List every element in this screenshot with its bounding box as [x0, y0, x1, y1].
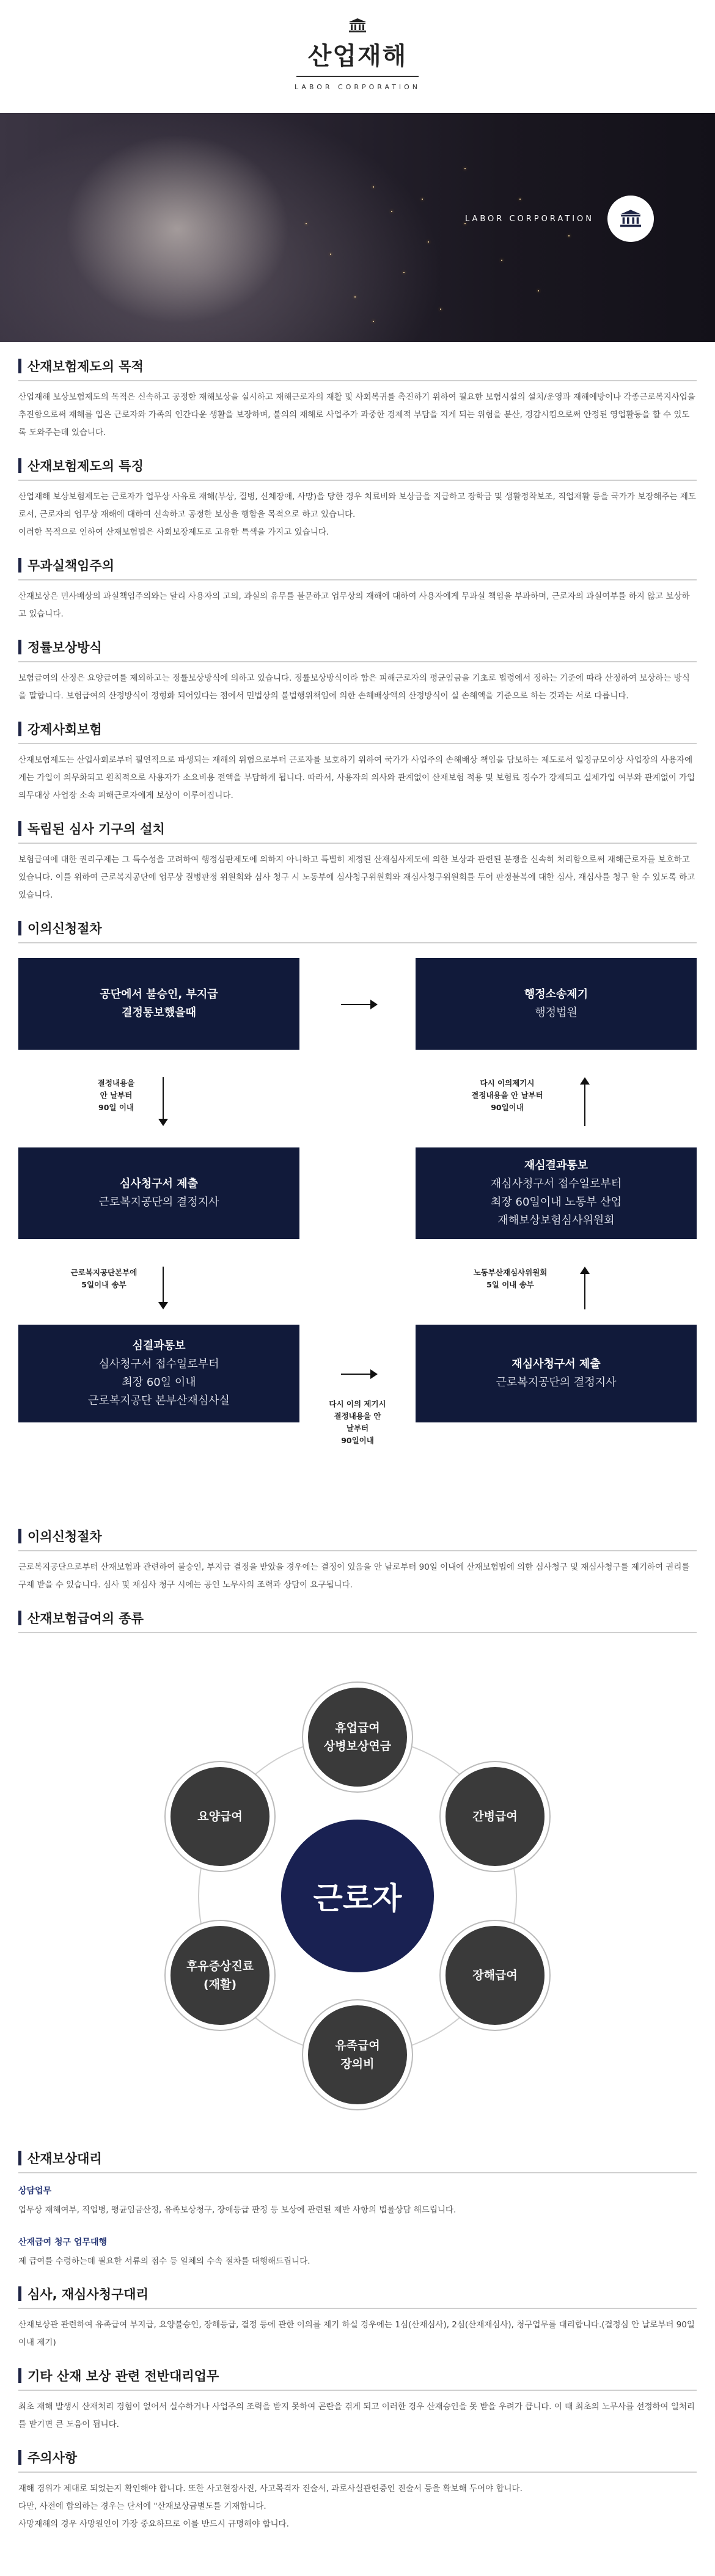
page-title: 산업재해 [307, 42, 408, 70]
section-title: 심사, 재심사청구대리 [28, 2287, 148, 2302]
flow-box-line: 행정법원 [535, 1006, 578, 1019]
arrow-down-icon [158, 1302, 168, 1309]
section-title: 이의신청절차 [28, 1529, 102, 1544]
section-heading [18, 720, 697, 744]
subsection-body: 제 급여를 수령하는데 필요한 서류의 접수 등 일체의 수속 절차를 대행해드립니다. [18, 2256, 310, 2266]
flow-label-a-c: 결정내용을 안 날부터 90일 이내 [97, 1078, 135, 1112]
flow-box-line: 심사청구서 접수일로부터 [98, 1358, 219, 1370]
heading-bar [18, 2151, 21, 2165]
flow-box-rereview-result [416, 1147, 697, 1239]
flow-box-line: 심사청구서 제출 [120, 1177, 198, 1190]
flow-box-line: 행정소송제기 [524, 988, 588, 1001]
section-title: 산재보험제도의 목적 [28, 359, 144, 374]
section-body: 산재보상관 관련하여 유족급여 부지급, 요양불승인, 장해등급, 결정 등에 관한 이의를 제기 하실 경우에는 1심(산재심사), 2심(산재재심사), 청구업무를 대리합니다.(결정심 안 날로부터 90일 이내 제기) [18, 2320, 695, 2347]
flow-label-e-f: 다시 이의 제기시 결정내용을 안 날부터 90일이내 [329, 1399, 386, 1445]
section-body: 보험급여에 대한 권리구제는 그 특수성을 고려하여 행정심판제도에 의하지 아니하고 특별히 제정된 산재심사제도에 의한 보상과 관련된 분쟁을 신속히 처리함으로써 재해근로자를 보호하고 있습니다. 이를 위하여 근로복지공단에 업무상 질병판정 위원회와 심사 청구 시 노동부에 심사청구위원회와 재심사청구위원회를 두어 판정불복에 대한 심사, 재심사를 청구 할 수 있도록 하고 있습니다. [18, 855, 695, 900]
section-appeal [18, 2285, 697, 2352]
arrow-f-d-line [584, 1273, 585, 1309]
arrow-d-b-line [584, 1083, 585, 1126]
section-other [18, 2366, 697, 2434]
benefit-diagram [18, 1645, 697, 2134]
flow-box-line: 결정통보했을때 [122, 1006, 196, 1019]
flow-box-review-request [18, 1147, 299, 1239]
section-title: 산재보험급여의 종류 [28, 1611, 144, 1626]
section-body: 이러한 목적으로 인하여 산재보험법은 사회보장제도로 고유한 특색을 가지고 있습니다. [18, 527, 329, 537]
benefit-node-disability: 장해급여 [441, 1921, 549, 2030]
arrow-e-f-line [341, 1374, 372, 1375]
flow-box-line: 근로복지공단 본부산재심사실 [88, 1394, 230, 1407]
section-title: 강제사회보험 [28, 722, 102, 737]
section-agency [18, 2149, 697, 2270]
heading-bar [18, 359, 21, 373]
heading-bar [18, 821, 21, 836]
section-review [18, 819, 697, 904]
flow-box-line: 최장 60일이내 노동부 산업 [491, 1196, 622, 1209]
flow-label-d-b: 다시 이의제기시 결정내용을 안 날부터 90일이내 [471, 1078, 543, 1112]
section-body: 근로복지공단으로부터 산재보험과 관련하여 불승인, 부지급 결정을 받았을 경우에는 결정이 있음을 안 날로부터 90일 이내에 산재보험법에 의한 심사청구 및 재심사청구를 제기하여 권리를 구제 받을 수 있습니다. 심사 및 재심사 청구 시에는 공인 노무사의 조력과 상담이 요구됩니다. [18, 1562, 690, 1590]
section-heading [18, 357, 697, 381]
main-content [0, 357, 715, 2533]
benefit-node-nursing: 간병급여 [441, 1762, 549, 1871]
section-heading [18, 1527, 697, 1551]
objection-flowchart [18, 958, 697, 1517]
section-fixed-rate [18, 638, 697, 705]
section-heading [18, 2366, 697, 2391]
section-no-fault [18, 556, 697, 623]
arrow-up-icon [580, 1267, 590, 1274]
flow-box-rejection [18, 958, 299, 1050]
heading-bar [18, 921, 21, 935]
section-features [18, 456, 697, 541]
flow-box-line: 근로복지공단의 결정지사 [496, 1376, 617, 1389]
section-title: 정률보상방식 [28, 640, 102, 655]
heading-bar [18, 2286, 21, 2301]
section-purpose [18, 357, 697, 442]
section-objection-flow [18, 919, 697, 1517]
heading-bar [18, 1611, 21, 1625]
flow-box-line: 재해보상보험심사위원회 [497, 1214, 615, 1227]
heading-bar [18, 558, 21, 573]
section-notes [18, 2448, 697, 2533]
flow-label-c-e: 근로복지공단본부에 5일이내 송부 [70, 1268, 138, 1289]
section-title: 산재보상대리 [28, 2151, 102, 2166]
page-subtitle: LABOR CORPORATION [294, 83, 421, 91]
flow-box-lawsuit [416, 958, 697, 1050]
section-body: 산업재해 보상보험제도는 근로자가 업무상 사유로 재해(부상, 질병, 신체장애, 사망)을 당한 경우 치료비와 보상금을 지급하고 장학금 및 생활정착보조, 직업재활 등을 국가가 보장해주는 제도로서, 근로자의 업무상 재해에 대하여 신속하고 공정한 보상을 행함을 목적으로 하고 있습니다. [18, 492, 696, 519]
section-heading [18, 638, 697, 662]
section-heading [18, 2285, 697, 2309]
subsection-body: 업무상 재해여부, 직업병, 평균임금산정, 유족보상청구, 장애등급 판정 등 보상에 관련된 제반 사항의 법률상담 해드립니다. [18, 2205, 457, 2215]
flow-box-line: 최장 60일 이내 [122, 1376, 196, 1389]
arrow-c-e-line [163, 1267, 164, 1303]
section-title: 독립된 심사 기구의 설치 [28, 822, 165, 836]
benefit-node-rehab: 후유증상진료 (재활) [166, 1921, 274, 2030]
banner-logo [607, 196, 654, 242]
flow-box-line: 공단에서 불승인, 부지급 [100, 988, 218, 1001]
heading-bar [18, 1529, 21, 1543]
bank-icon [620, 210, 641, 228]
section-body: 산재보상은 민사배상의 과실책임주의와는 달리 사용자의 고의, 과실의 유무를 불문하고 업무상의 재해에 대하여 사용자에게 무과실 책임을 부과하며, 근로자의 과실여부를 하지 않고 보상하고 있습니다. [18, 591, 690, 619]
title-divider [296, 76, 419, 77]
section-body: 사망재해의 경우 사망원인이 가장 중요하므로 이를 반드시 규명해야 합니다. [18, 2519, 289, 2529]
section-title: 무과실책임주의 [28, 558, 115, 573]
section-title: 주의사항 [28, 2451, 78, 2465]
arrow-a-b-line [341, 1004, 372, 1005]
flow-box-line: 재심결과통보 [524, 1159, 588, 1172]
section-title: 이의신청절차 [28, 921, 102, 936]
section-body: 재해 경위가 제대로 되었는지 확인해야 합니다. 또한 사고현장사진, 사고목격자 진술서, 과로사실관련증인 진술서 등을 확보해 두어야 합니다. [18, 2484, 522, 2494]
section-body: 산업재해 보상보험제도의 목적은 신속하고 공정한 재해보상을 실시하고 재해근로자의 재활 및 사회복귀를 촉진하기 위하여 필요한 보험시설의 설치/운영과 재해예방이나 각종근로복지사업을 추진함으로써 재해를 입은 근로자와 가족의 인간다운 생활을 보장하며, 불의의 재해로 사업주가 과중한 경제적 부담을 지게 되는 위험을 분산, 경감시킴으로써 안정된 영업활동을 할 수 있도록 도와주는데 있습니다. [18, 392, 695, 437]
flow-box-review-result [18, 1325, 299, 1422]
section-objection-text [18, 1527, 697, 1594]
banner-brand-text: LABOR CORPORATION [464, 214, 594, 224]
arrow-a-c-line [163, 1077, 164, 1120]
flow-label-f-d: 노동부산재심사위원회 5일 이내 송부 [473, 1268, 548, 1289]
subsection-title: 산재급여 청구 업무대행 [18, 2238, 107, 2247]
heading-bar [18, 640, 21, 654]
flow-box-line: 심결과통보 [132, 1339, 186, 1352]
arrow-right-icon [370, 1369, 378, 1379]
page-header [0, 0, 715, 113]
section-insurance [18, 720, 697, 805]
section-heading [18, 2448, 697, 2473]
flow-box-line: 재심사청구서 제출 [512, 1358, 601, 1370]
benefit-node-medical: 요양급여 [166, 1762, 274, 1871]
section-body: 산재보험제도는 산업사회로부터 필연적으로 파생되는 재해의 위험으로부터 근로자를 보호하기 위하여 국가가 사업주의 손해배상 책임을 담보하는 제도로서 일정규모이상 사업장의 사용자에게는 가입이 의무화되고 원칙적으로 사용자가 소요비용 전액을 부담하게 됩니다. 따라서, 사용자의 의사와 관계없이 산재보험 적용 및 보험료 징수가 강제되고 실제가입 여부와 관계없이 가입의무대상 사업장 소속 피해근로자에게 보상이 이루어집니다. [18, 755, 695, 800]
section-heading [18, 919, 697, 943]
heading-bar [18, 722, 21, 736]
section-title: 산재보험제도의 특징 [28, 459, 144, 474]
flow-box-line: 재심사청구서 접수일로부터 [490, 1177, 622, 1190]
arrow-right-icon [370, 1000, 378, 1009]
arrow-up-icon [580, 1077, 590, 1085]
heading-bar [18, 2368, 21, 2383]
bank-icon [349, 18, 366, 33]
section-body: 다만, 사전에 합의하는 경우는 단서에 "산재보상금별도를 기재합니다. [18, 2501, 266, 2511]
benefit-node-survivor: 유족급여 장의비 [303, 2000, 412, 2109]
flow-box-line: 근로복지공단의 결정지사 [98, 1196, 219, 1209]
heading-bar [18, 2450, 21, 2465]
section-heading [18, 556, 697, 580]
benefit-node-sick-leave: 휴업급여 상병보상연금 [303, 1683, 412, 1791]
section-benefit-types [18, 1609, 697, 2134]
heading-bar [18, 458, 21, 473]
arrow-down-icon [158, 1119, 168, 1126]
flow-box-rereview-request [416, 1325, 697, 1422]
section-heading [18, 819, 697, 844]
subsection-title: 상담업무 [18, 2186, 52, 2196]
section-heading [18, 2149, 697, 2173]
section-heading [18, 456, 697, 481]
section-title: 기타 산재 보상 관련 전반대리업무 [28, 2369, 219, 2384]
section-body: 최초 재해 발생시 산재처리 경험이 없어서 실수하거나 사업주의 조력을 받지 못하여 곤란을 겪게 되고 이러한 경우 산재승인을 못 받을 우려가 큽니다. 이 때 최초의 노무사를 선정하여 일처리를 맡기면 큰 도움이 됩니다. [18, 2402, 695, 2429]
hero-banner [0, 113, 715, 342]
benefit-center-worker: 근로자 [281, 1820, 434, 1972]
section-body: 보험급여의 산정은 요양급여를 제외하고는 정률보상방식에 의하고 있습니다. 정률보상방식이라 함은 피해근로자의 평균임금을 기초로 법령에서 정하는 기준에 따라 산정하여 보상하는 방식을 말합니다. 보험급여의 산정방식이 정형화 되어있다는 점에서 민법상의 불법행위책임에 의한 손해배상액의 산정방식이 실 손해액을 기준으로 하는 것과는 서로 다릅니다. [18, 673, 690, 701]
section-heading [18, 1609, 697, 1633]
banner-brand [465, 196, 654, 242]
